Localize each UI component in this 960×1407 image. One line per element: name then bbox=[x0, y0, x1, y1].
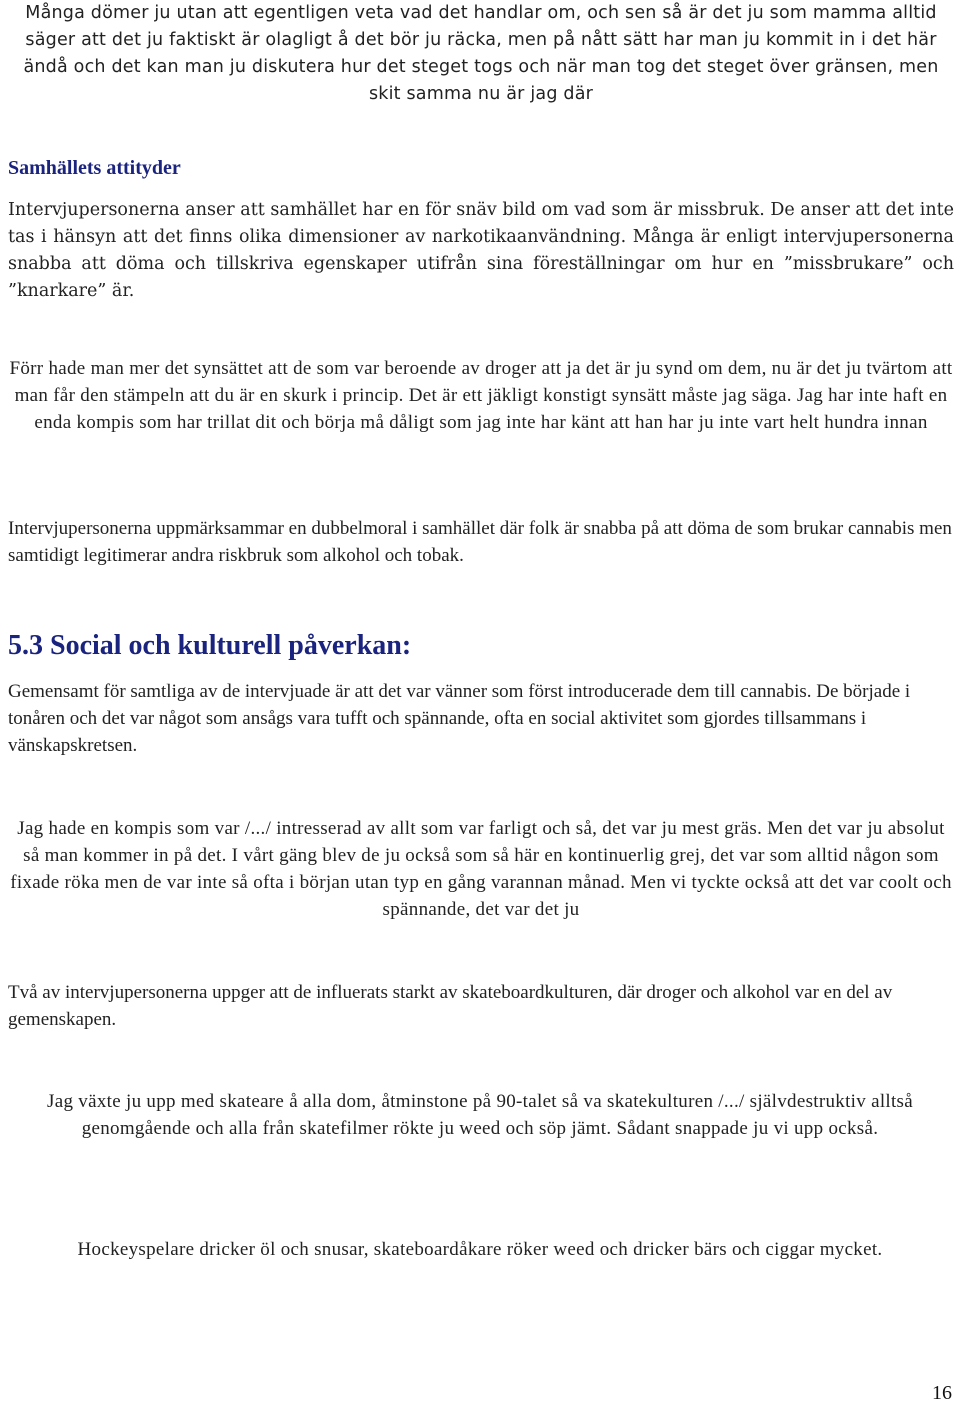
paragraph-skateboardkulturen: Två av intervjupersonerna uppger att de influerats starkt av skateboardkulturen, där droger och alkohol var en del av gemenskapen. bbox=[8, 982, 893, 1030]
page-number: 16 bbox=[932, 1382, 952, 1404]
paragraph-vanner: Gemensamt för samtliga av de intervjuade är att det var vänner som först introducerade dem till cannabis. De började i tonåren och det var något som ansågs vara tufft och spännande, ofta en social aktivitet som gjordes tillsammans i vänskapskretsen. bbox=[8, 681, 911, 756]
interview-quote-1: Många dömer ju utan att egentligen veta vad det handlar om, och sen så är det ju som mamma alltid säger att det ju faktiskt är olagligt å det bör ju räcka, men på nått sätt har man ju kommit in i det här ändå och det kan man ju diskutera hur det steget togs och när man tog det steget över gränsen, men skit samma nu är jag där bbox=[23, 3, 939, 104]
paragraph-attityder: Intervjupersonerna anser att samhället har en för snäv bild om vad som är missbruk. De anser att det inte tas i hänsyn att det finns olika dimensioner av narkotikaanvändning. Många är enligt intervjupersonerna snabba att döma och tillskriva egenskaper utifrån sina föreställningar om hur en ”missbrukare” och ”knarkare” är. bbox=[8, 200, 954, 301]
interview-quote-2: Förr hade man mer det synsättet att de som var beroende av droger att ja det är ju synd om dem, nu är det ju tvärtom att man får den stämpeln att du är en skurk i princip. Det är ett jäkligt konstigt synsätt måste jag säga. Jag har inte haft en enda kompis som har trillat dit och börja må dåligt som jag inte har känt att han har ju inte vart helt hundra innan bbox=[9, 358, 953, 433]
interview-quote-3: Jag hade en kompis som var /.../ intresserad av allt som var farligt och så, det var ju mest gräs. Men det var ju absolut så man kommer in på det. I vårt gäng blev de ju också som så här en kontinuerlig grej, det var som alltid någon som fixade röka men de var inte så ofta i början utan typ en gång varannan månad. Men vi tyckte också att det var coolt och spännande, det var det ju bbox=[10, 818, 952, 920]
paragraph-dubbelmoral: Intervjupersonerna uppmärksammar en dubbelmoral i samhället där folk är snabba på att döma de som brukar cannabis men samtidigt legitimerar andra riskbruk som alkohol och tobak. bbox=[8, 518, 952, 566]
interview-quote-5: Hockeyspelare dricker öl och snusar, skateboardåkare röker weed och dricker bärs och ciggar mycket. bbox=[77, 1239, 883, 1260]
heading-samhallets-attityder: Samhällets attityder bbox=[8, 157, 181, 179]
heading-social-kulturell-paverkan: 5.3 Social och kulturell påverkan: bbox=[8, 630, 412, 661]
interview-quote-4: Jag växte ju upp med skateare å alla dom, åtminstone på 90-talet så va skatekulturen /.../ självdestruktiv alltså genomgående och alla från skatefilmer rökte ju weed och söp jämt. Sådant snappade ju vi upp också. bbox=[47, 1091, 913, 1139]
